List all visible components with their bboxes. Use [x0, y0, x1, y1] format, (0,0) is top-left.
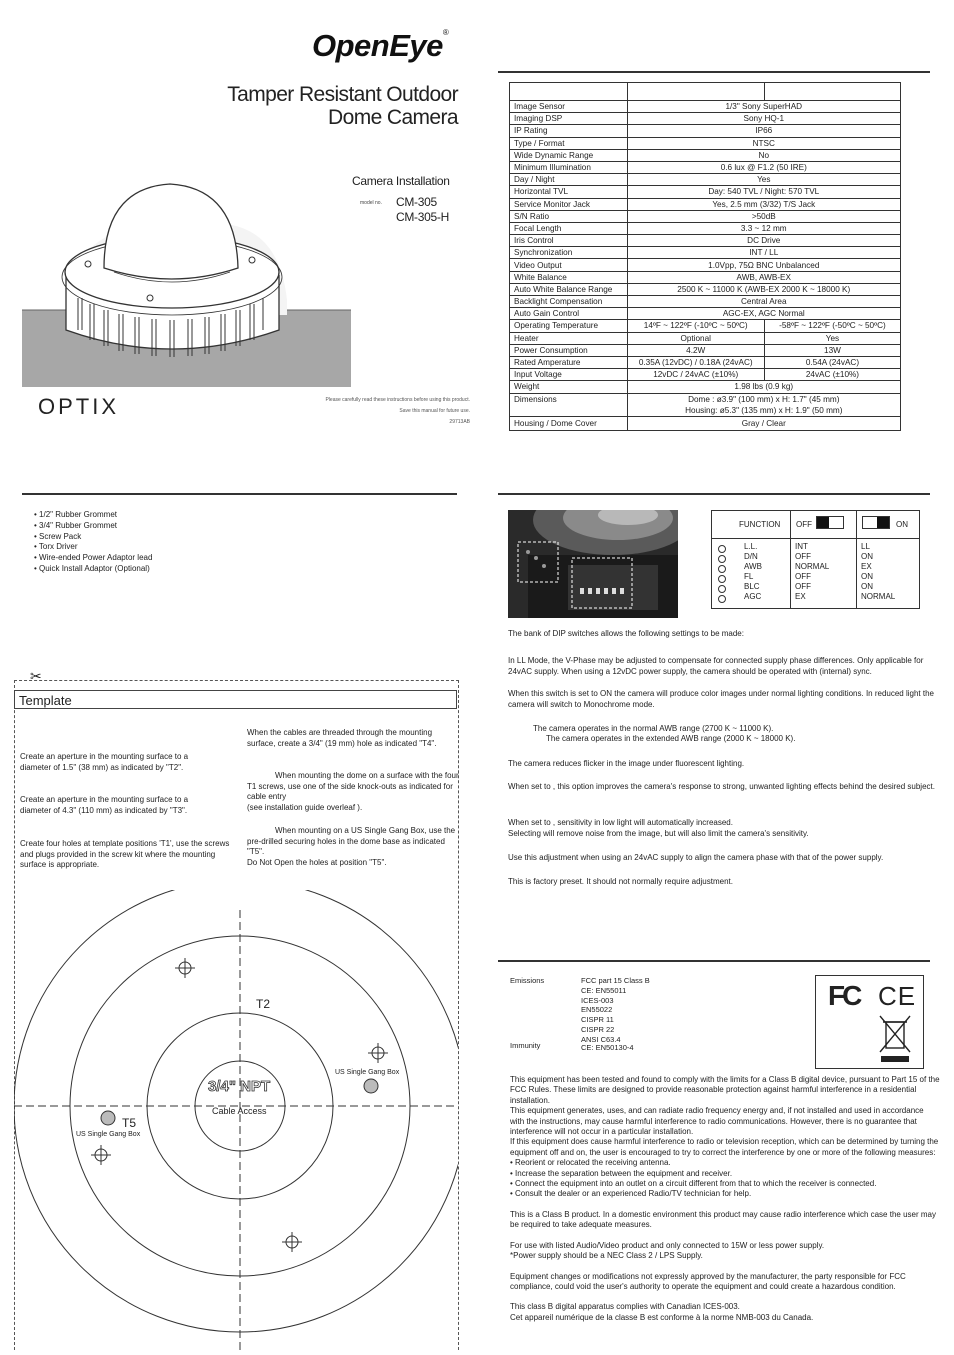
- spec-row: [510, 186, 901, 198]
- emissions-list: [581, 976, 650, 1045]
- dip-function: FL: [744, 572, 754, 581]
- spec-label: White Balance: [510, 271, 628, 283]
- spec-row: [510, 137, 901, 149]
- spec-value-heater: 0.54A (24vAC): [764, 356, 900, 368]
- spec-row: [510, 296, 901, 308]
- off-header: OFF: [796, 520, 812, 529]
- spec-label: Horizontal TVL: [510, 186, 628, 198]
- spec-row: [510, 369, 901, 381]
- immunity-value: CE: EN50130-4: [581, 1043, 634, 1052]
- dip-off-value: INT: [795, 542, 808, 551]
- spec-label: Type / Format: [510, 137, 628, 149]
- spec-value: INT / LL: [627, 247, 900, 259]
- list-item: • Quick Install Adaptor (Optional): [34, 563, 150, 573]
- spec-row: [510, 210, 901, 222]
- divider: [790, 511, 791, 608]
- spec-row: [510, 356, 901, 368]
- divider: [712, 538, 919, 539]
- spec-value: AGC-EX, AGC Normal: [627, 308, 900, 320]
- off-switch-icon: [816, 516, 844, 529]
- t2-instruction: Create an aperture in the mounting surface to a diameter of 1.5" (38 mm) as indicated by "T2".: [20, 752, 189, 772]
- dip-off-value: EX: [795, 592, 806, 601]
- list-item: • Torx Driver: [34, 542, 78, 552]
- dip-on-value: NORMAL: [861, 592, 896, 601]
- section-rule: [498, 71, 930, 73]
- ce-logo: CE: [878, 981, 917, 1011]
- t4-instruction: When the cables are threaded through the mounting surface, create a 3/4" (19 mm) hole as indicated "T4".: [247, 728, 437, 748]
- list-item: • Wire-ended Power Adaptor lead: [34, 553, 153, 563]
- switch-circle-icon: [718, 595, 726, 603]
- spec-row: [510, 271, 901, 283]
- spec-row: [510, 247, 901, 259]
- immunity-label: Immunity: [510, 1041, 541, 1050]
- dip-function: AWB: [744, 562, 762, 571]
- spec-value-heater: Yes: [764, 332, 900, 344]
- installation-subtitle: Camera Installation: [352, 174, 450, 188]
- spec-label: Video Output: [510, 259, 628, 271]
- dip-switch-photo: [508, 510, 678, 618]
- spec-header-row: [510, 83, 901, 101]
- spec-label: Minimum Illumination: [510, 161, 628, 173]
- spec-value: No: [627, 149, 900, 161]
- spec-value: Yes: [627, 174, 900, 186]
- spec-row: [510, 235, 901, 247]
- dn-description: When this switch is set to ON the camera will produce color images under normal lighting conditions. In reduced light the camera will switch to Monochrome mode.: [508, 689, 934, 709]
- spec-value: 1.98 lbs (0.9 kg): [627, 381, 900, 393]
- list-item: • 1/2" Rubber Grommet: [34, 510, 118, 519]
- dip-off-value: OFF: [795, 582, 811, 591]
- ll-description: In LL Mode, the V-Phase may be adjusted to compensate for connected supply phase differences. Only applicable for 24vAC supply. When using a 12vDC power supply, the camera should be operated with (internal) sync.: [508, 656, 924, 676]
- spec-label: Operating Temperature: [510, 320, 628, 332]
- dip-on-value: LL: [861, 542, 870, 551]
- dimension-line: Housing: ø5.3" (135 mm) x H: 1.9" (50 mm): [685, 405, 843, 415]
- factory-note: This is factory preset. It should not normally require adjustment.: [508, 877, 733, 886]
- t2-label: T2: [256, 997, 271, 1011]
- spec-label: Rated Amperature: [510, 356, 628, 368]
- on-header: ON: [896, 520, 908, 529]
- model-label: model no.: [360, 200, 382, 206]
- spec-row: [510, 308, 901, 320]
- knockout-instruction: When mounting the dome on a surface with the four T1 screws, use one of the side knock-outs as indicated for cable entry (see installation guide overleaf ).: [247, 771, 459, 812]
- spec-label: Auto White Balance Range: [510, 283, 628, 295]
- awb-normal-description: The camera operates in the normal AWB range (2700 K ~ 11000 K).: [533, 724, 774, 733]
- spec-row: [510, 381, 901, 393]
- fcc-statement: This equipment has been tested and found to comply with the limits for a Class B digital device, pursuant to Part 15 of the FCC Rules. These limits are designed to provide reasonable protection against harmful interference in a residential installation. This equipment generates, uses, and can radiate radio frequency energy and, if not installed and used in accordance with the instructions, may cause harmful interference to radio communications. However, there is no guarantee that interference will not occur in a particular installation. If this equipment does cause harmful interference to radio or television reception, which can be determined by turning the equipment off and on, the user is encouraged to try to correct the interference by one or more of the following measures: • Reorient or relocated the receiving antenna. • Increase the separation between the equipment and receiver. • Connect the equipment into an outlet on a circuit different from that to which the receiver is connected. • Consult the dealer or an experienced Radio/TV technician for help. This is a Class B product. In a domestic environment this product may cause radio interference which case the user may be required to take adequate measures. For use with listed Audio/Video product and only connected to 15W or less power supply. *Power supply should be a NEC Class 2 / LPS Supply. Equipment changes or modifications not expressly approved by the manufacturer, the party responsible for FCC compliance, could void the user's authority to operate the equipment and could create a hazardous condition. This class B digital apparatus complies with Canadian ICES-003. Cet appareil numérique de la classe B est conforme à la norme NMB-003 du Canada.: [510, 1075, 940, 1322]
- agc-description: When set to , sensitivity in low light will automatically increased. Selecting will remove noise from the image, but will also limit the camera's sensitivity.: [508, 818, 809, 838]
- spec-value: 1.0Vpp, 75Ω BNC Unbalanced: [627, 259, 900, 271]
- t1-instruction: Create four holes at template positions 'T1', use the screws and plugs provided in the screw kit where the mounting surface is appropriate.: [20, 839, 230, 869]
- dip-on-value: ON: [861, 552, 873, 561]
- spec-value: NTSC: [627, 137, 900, 149]
- vphase-description: Use this adjustment when using an 24vAC supply to align the camera phase with that of the power supply.: [508, 853, 884, 862]
- spec-row: [510, 149, 901, 161]
- spec-row: [510, 101, 901, 113]
- emission-standard: FCC part 15 Class B: [581, 976, 650, 985]
- spec-value: Day: 540 TVL / Night: 570 TVL: [627, 186, 900, 198]
- dip-on-value: ON: [861, 572, 873, 581]
- t3-instruction: Create an aperture in the mounting surface to a diameter of 4.3" (110 mm) as indicated by "T3".: [20, 795, 189, 815]
- switch-circle-icon: [718, 585, 726, 593]
- spec-label: Weight: [510, 381, 628, 393]
- cable-access-label: Cable Access: [212, 1106, 267, 1116]
- spec-value-heater: 24vAC (±10%): [764, 369, 900, 381]
- switch-circles: [718, 543, 726, 605]
- spec-value: 1/3" Sony SuperHAD: [627, 101, 900, 113]
- dip-function: D/N: [744, 552, 758, 561]
- dip-switch-table: [711, 510, 920, 609]
- spec-value: Yes, 2.5 mm (3/32) T/S Jack: [627, 198, 900, 210]
- spec-value: AWB, AWB-EX: [627, 271, 900, 283]
- spec-row: [510, 161, 901, 173]
- spec-value-standard: 0.35A (12vDC) / 0.18A (24vAC): [627, 356, 764, 368]
- dimension-line: Dome : ø3.9" (100 mm) x H: 1.7" (45 mm): [688, 394, 840, 404]
- function-header: FUNCTION: [739, 520, 781, 529]
- fcc-logo: FC: [828, 980, 860, 1011]
- dip-function: BLC: [744, 582, 760, 591]
- camera-illustration: [22, 180, 351, 387]
- gang-box-left-label: US Single Gang Box: [76, 1131, 141, 1138]
- spec-value: 3.3 ~ 12 mm: [627, 222, 900, 234]
- dip-on-value: EX: [861, 562, 872, 571]
- spec-label: Wide Dynamic Range: [510, 149, 628, 161]
- spec-label: Service Monitor Jack: [510, 198, 628, 210]
- spec-label: Imaging DSP: [510, 113, 628, 125]
- spec-value: Gray / Clear: [627, 416, 900, 430]
- emission-standard: ICES-003: [581, 995, 614, 1005]
- spec-value: >50dB: [627, 210, 900, 222]
- spec-value-standard: 12vDC / 24vAC (±10%): [627, 369, 764, 381]
- spec-label: Power Consumption: [510, 344, 628, 356]
- off-column: [795, 542, 829, 602]
- switch-circle-icon: [718, 565, 726, 573]
- spec-row: [510, 416, 901, 430]
- list-item: • Screw Pack: [34, 531, 82, 541]
- emission-standard: EN55022: [581, 1005, 613, 1015]
- mounting-template-drawing: [14, 890, 458, 1350]
- emission-standard: CE: EN55011: [581, 985, 627, 995]
- spec-label: IP Rating: [510, 125, 628, 137]
- model-numbers: CM-305 CM-305-H: [396, 195, 449, 224]
- divider: [856, 511, 857, 608]
- optix-logo: OPTIX: [38, 394, 120, 419]
- switch-circle-icon: [718, 555, 726, 563]
- dip-on-value: ON: [861, 582, 873, 591]
- spec-value-standard: 4.2W: [627, 344, 764, 356]
- spec-row: [510, 198, 901, 210]
- spec-value: 2500 K ~ 11000 K (AWB-EX 2000 K ~ 18000 K): [627, 283, 900, 295]
- spec-row: [510, 113, 901, 125]
- spec-label: S/N Ratio: [510, 210, 628, 222]
- spec-value: Central Area: [627, 296, 900, 308]
- spec-value: IP66: [627, 125, 900, 137]
- cut-line: [14, 680, 459, 681]
- spec-value-heater: -58ºF ~ 122ºF (-50ºC ~ 50ºC): [764, 320, 900, 332]
- dip-off-value: OFF: [795, 572, 811, 581]
- spec-value: Sony HQ-1: [627, 113, 900, 125]
- spec-label: Housing / Dome Cover: [510, 416, 628, 430]
- emission-standard: ANSI C63.4: [581, 1034, 621, 1044]
- on-switch-icon: [862, 516, 890, 529]
- emission-standard: CISPR 22: [581, 1024, 615, 1034]
- dip-intro: The bank of DIP switches allows the following settings to be made:: [508, 629, 744, 638]
- spec-value-standard: Optional: [627, 332, 764, 344]
- spec-row: [510, 332, 901, 344]
- spec-label: Day / Night: [510, 174, 628, 186]
- scissors-icon: ✂: [30, 668, 42, 684]
- dip-off-value: NORMAL: [795, 562, 830, 571]
- package-contents: [34, 510, 152, 575]
- t5-label: T5: [122, 1116, 137, 1130]
- section-rule: [498, 960, 930, 962]
- product-title: Tamper Resistant Outdoor Dome Camera: [227, 83, 458, 129]
- spec-row: [510, 174, 901, 186]
- spec-label: Input Voltage: [510, 369, 628, 381]
- spec-label: Auto Gain Control: [510, 308, 628, 320]
- gang-box-right-label: US Single Gang Box: [335, 1069, 400, 1076]
- spec-value: DC Drive: [627, 235, 900, 247]
- dip-function: AGC: [744, 592, 762, 601]
- spec-row: [510, 222, 901, 234]
- dip-function: L.L.: [744, 542, 758, 551]
- spec-label: Synchronization: [510, 247, 628, 259]
- spec-table: [509, 82, 901, 431]
- dip-off-value: OFF: [795, 552, 811, 561]
- spec-value: [627, 393, 900, 416]
- spec-row: [510, 320, 901, 332]
- on-column: [861, 542, 895, 602]
- emission-standard: CISPR 11: [581, 1015, 614, 1025]
- spec-value-heater: 13W: [764, 344, 900, 356]
- spec-row: [510, 393, 901, 416]
- template-heading: Template: [14, 690, 457, 709]
- spec-value-standard: 14ºF ~ 122ºF (-10ºC ~ 50ºC): [627, 320, 764, 332]
- compliance-logos: [815, 975, 924, 1069]
- awb-ex-description: The camera operates in the extended AWB range (2000 K ~ 18000 K).: [546, 734, 796, 743]
- blc-description: When set to , this option improves the camera's response to strong, unwanted lighting effects behind the desired subject.: [508, 782, 935, 791]
- spec-row: [510, 283, 901, 295]
- fl-description: The camera reduces flicker in the image under fluorescent lighting.: [508, 759, 745, 768]
- spec-label: Iris Control: [510, 235, 628, 247]
- spec-label: Heater: [510, 332, 628, 344]
- spec-row: [510, 125, 901, 137]
- switch-circle-icon: [718, 575, 726, 583]
- spec-row: [510, 344, 901, 356]
- weee-bin-icon: [878, 1014, 912, 1064]
- reading-note: Please carefully read these instructions before using this product. Save this manual for future use. 29713AB: [325, 397, 470, 425]
- emissions-label: Emissions: [510, 976, 545, 985]
- switch-circle-icon: [718, 545, 726, 553]
- gang-box-instruction: When mounting on a US Single Gang Box, use the pre-drilled securing holes in the dome base as indicated "T5". Do Not Open the holes at position "T5".: [247, 826, 456, 867]
- spec-label: Image Sensor: [510, 101, 628, 113]
- spec-label: Focal Length: [510, 222, 628, 234]
- section-rule: [498, 493, 930, 495]
- list-item: • 3/4" Rubber Grommet: [34, 520, 118, 530]
- spec-label: Dimensions: [510, 393, 628, 416]
- spec-row: [510, 259, 901, 271]
- spec-label: Backlight Compensation: [510, 296, 628, 308]
- function-column: [744, 542, 762, 602]
- npt-label: 3/4" NPT: [208, 1078, 271, 1095]
- section-rule: [22, 493, 457, 495]
- spec-value: 0.6 lux @ F1.2 (50 IRE): [627, 161, 900, 173]
- openeye-logo: OpenEye®: [312, 28, 449, 63]
